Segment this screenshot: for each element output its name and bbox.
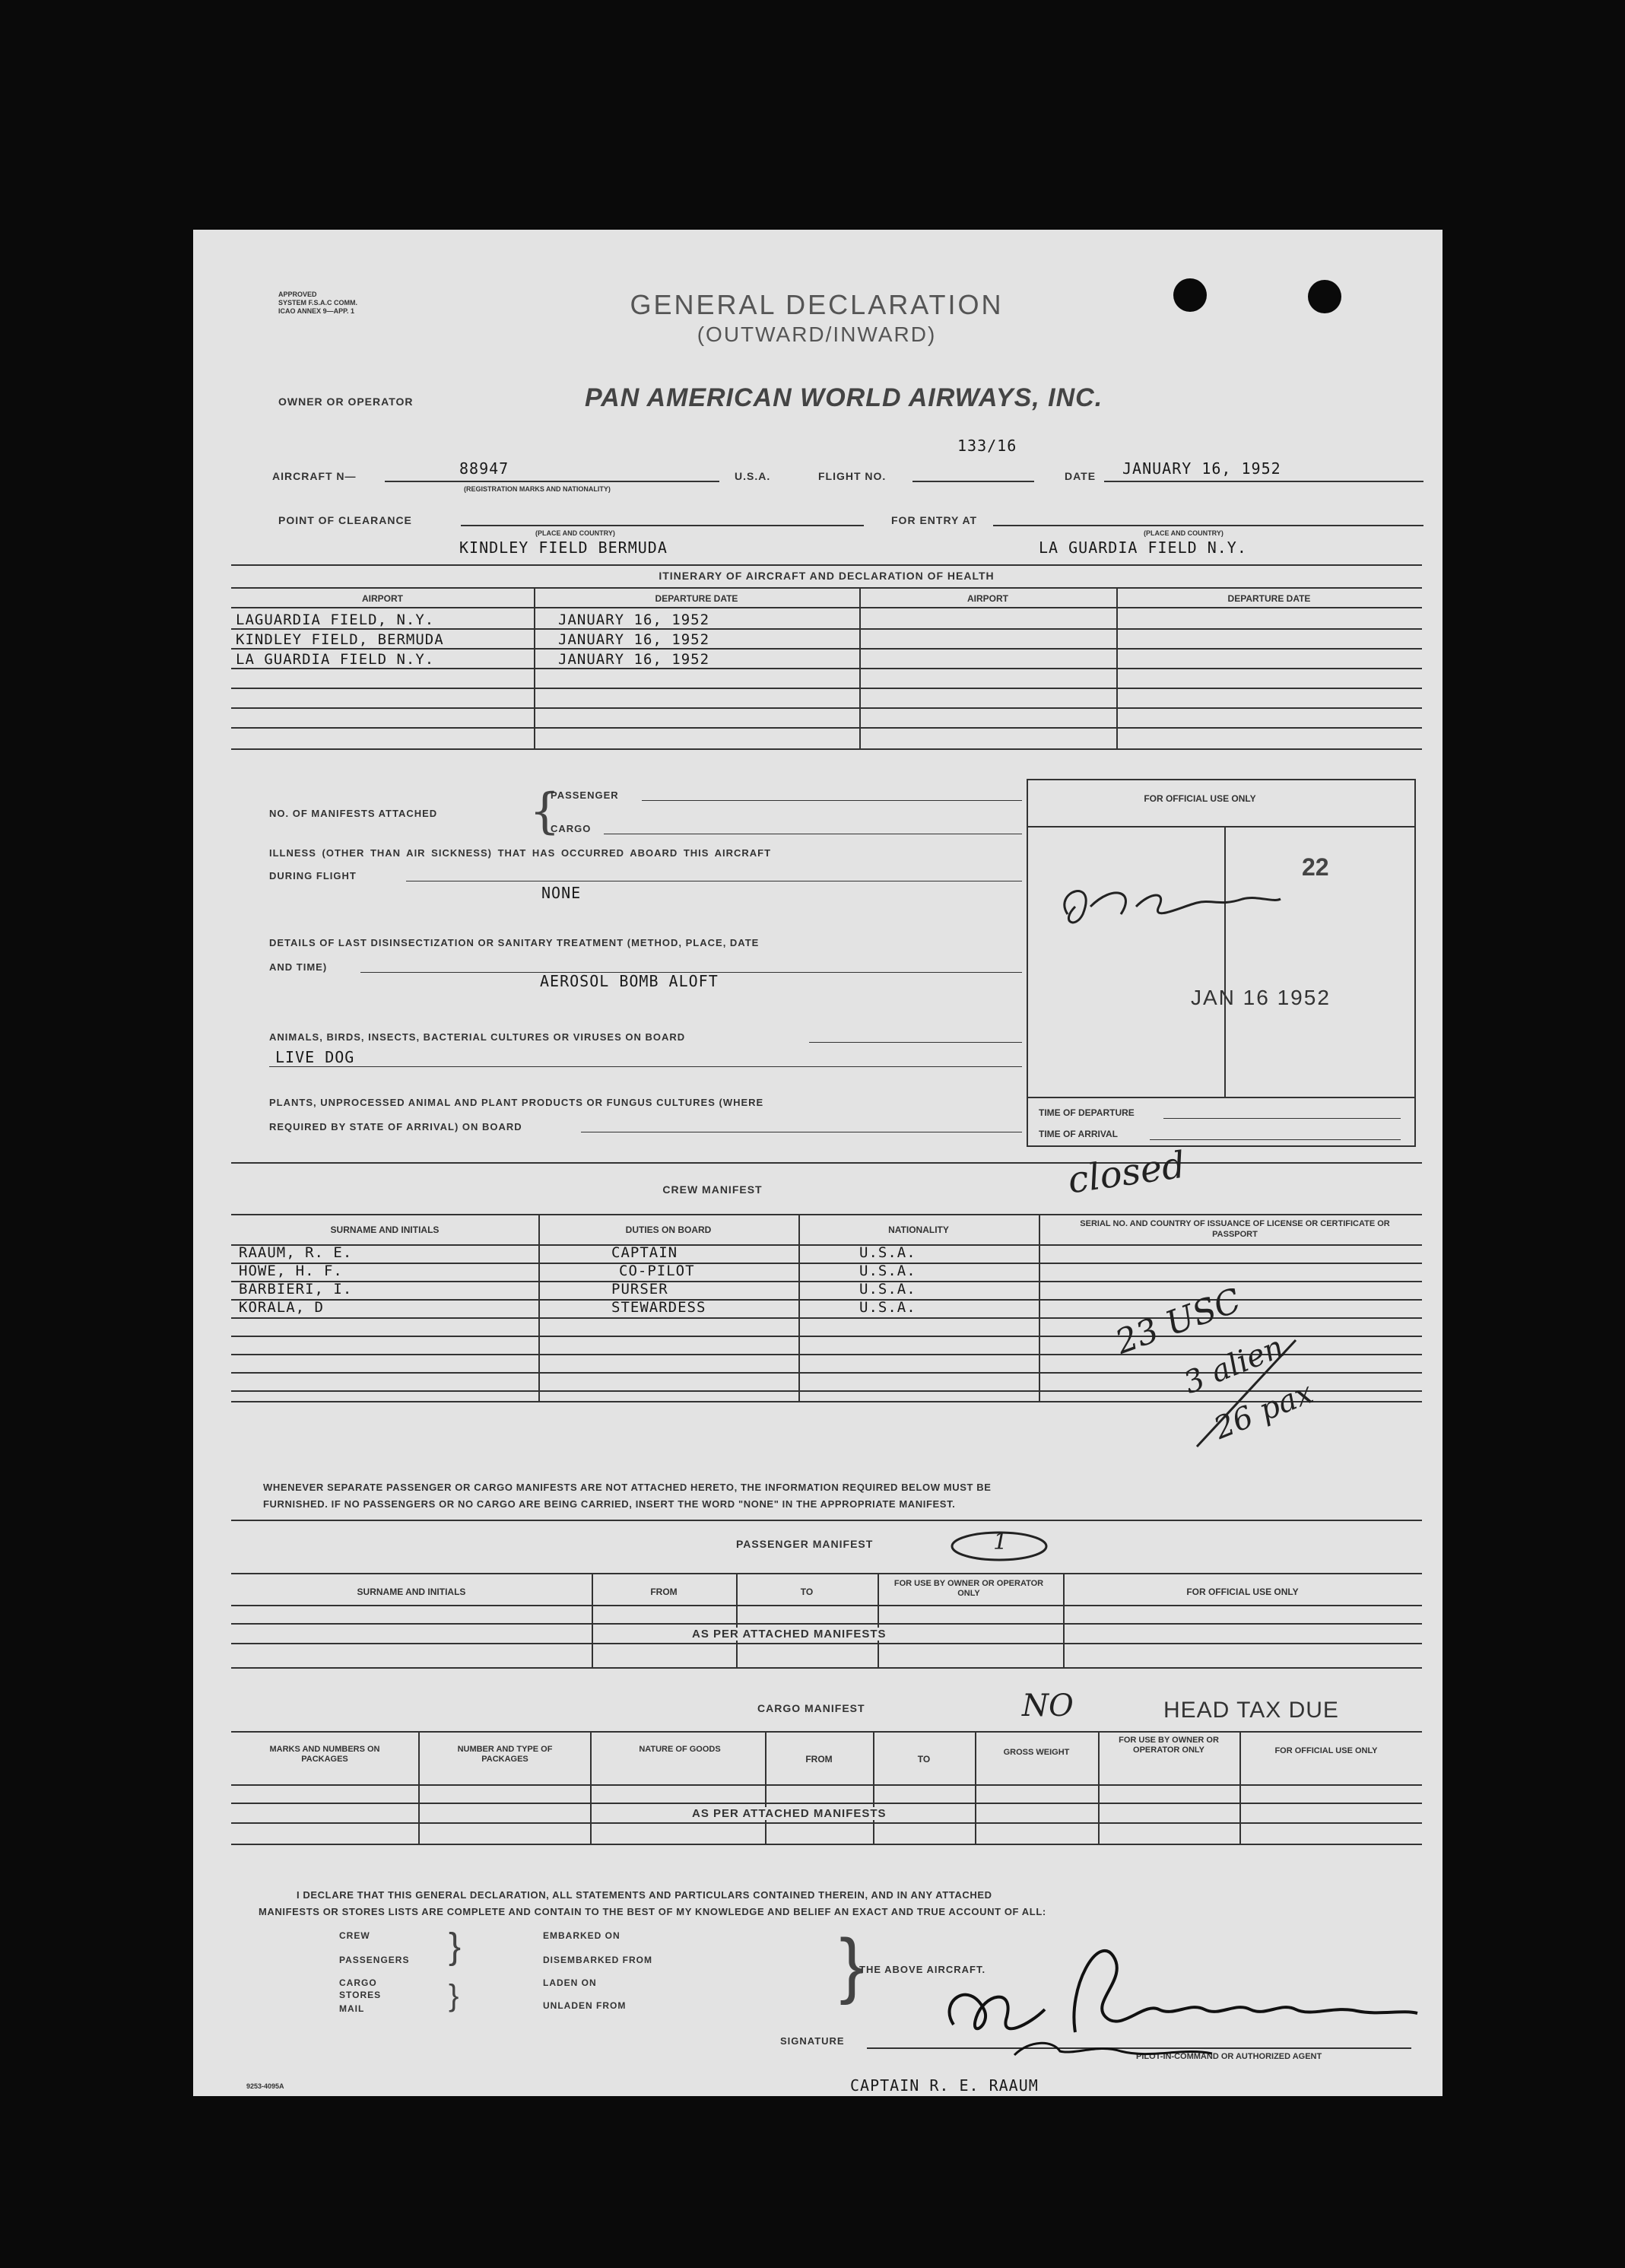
cargo-note: AS PER ATTACHED MANIFESTS [689,1807,890,1820]
captain-signature [923,1911,1425,2063]
itinerary-header-airport-2: AIRPORT [967,593,1008,604]
crew-row-2-nationality: U.S.A. [859,1263,916,1279]
form-number: 9253-4095A [246,2082,284,2090]
passenger-count-label: PASSENGER [551,789,619,801]
crew-header-surname: SURNAME AND INITIALS [330,1225,440,1235]
approval-stamp: APPROVED SYSTEM F.S.A.C COMM. ICAO ANNEX 9—APP. 1 [278,291,358,315]
itinerary-header-airport-1: AIRPORT [362,593,403,604]
declare-line-2: MANIFESTS OR STORES LISTS ARE COMPLETE AND CONTAIN TO THE BEST OF MY KNOWLEDGE AND BELIEF AN EXACT AND TRUE ACCOUNT OF ALL: [259,1906,1046,1917]
punch-hole-2 [1308,280,1341,313]
disinsect-label-1: DETAILS OF LAST DISINSECTIZATION OR SANITARY TREATMENT (METHOD, PLACE, DATE [269,937,760,948]
entry-value: LA GUARDIA FIELD N.Y. [1039,538,1247,557]
declaration-sheet [193,230,1443,2096]
crew-row-3-name: BARBIERI, I. [239,1281,353,1298]
itinerary-row-1-airport: LAGUARDIA FIELD, N.Y. [236,611,435,628]
time-arrival-label: TIME OF ARRIVAL [1039,1129,1118,1139]
entry-label: FOR ENTRY AT [891,514,978,526]
flight-number: 133/16 [957,437,1017,455]
official-use-box [1027,779,1416,1147]
decl-disembarked: DISEMBARKED FROM [543,1955,652,1965]
usa-label: U.S.A. [735,470,771,482]
disinsect-value: AEROSOL BOMB ALOFT [540,972,719,990]
entry-place-note: (PLACE AND COUNTRY) [1144,529,1224,537]
flight-label: FLIGHT NO. [818,470,887,482]
official-signature [1045,861,1288,952]
captain-line: CAPTAIN R. E. RAAUM [850,2076,1039,2095]
animals-value: LIVE DOG [275,1048,355,1066]
handwritten-closed: closed [1065,1143,1189,1202]
itinerary-header-date-1: DEPARTURE DATE [655,593,738,604]
crew-row-3-duty: PURSER [611,1281,668,1298]
illness-label-2: DURING FLIGHT [269,870,357,881]
official-use-title: FOR OFFICIAL USE ONLY [1144,793,1256,804]
manifests-brace: { [529,783,560,840]
date-value: JANUARY 16, 1952 [1122,459,1281,478]
passenger-header-owner: FOR USE BY OWNER OR OPERATOR ONLY [893,1579,1044,1598]
itinerary-row-1-date: JANUARY 16, 1952 [558,611,710,628]
handwritten-pax: 26 pax [1209,1375,1319,1447]
cargo-header-to: TO [917,1754,931,1765]
signature-label: SIGNATURE [780,2035,845,2047]
passenger-header-to: TO [800,1587,814,1597]
handwritten-bracket-line [1182,1333,1303,1454]
handwritten-alien: 3 alien [1179,1329,1289,1401]
official-date-stamp: JAN 16 1952 [1191,986,1331,1009]
crew-row-4-name: KORALA, D [239,1299,324,1316]
notice-line-2: FURNISHED. IF NO PASSENGERS OR NO CARGO ARE BEING CARRIED, INSERT THE WORD "NONE" IN THE APPROPRIATE MANIFEST. [263,1498,956,1510]
time-departure-label: TIME OF DEPARTURE [1039,1107,1135,1118]
passenger-note: AS PER ATTACHED MANIFESTS [689,1628,890,1641]
decl-unladen: UNLADEN FROM [543,2000,627,2011]
declare-line-1: I DECLARE THAT THIS GENERAL DECLARATION, ALL STATEMENTS AND PARTICULARS CONTAINED THEREIN, AND IN ANY ATTACHED [297,1889,992,1901]
itinerary-row-2-date: JANUARY 16, 1952 [558,631,710,648]
above-aircraft: THE ABOVE AIRCRAFT. [859,1964,986,1975]
animals-label: ANIMALS, BIRDS, INSECTS, BACTERIAL CULTURES OR VIRUSES ON BOARD [269,1031,686,1043]
cargo-header-number: NUMBER AND TYPE OF PACKAGES [457,1745,553,1764]
date-label: DATE [1065,470,1097,482]
cargo-header-from: FROM [805,1754,833,1765]
handwritten-one: 1 [993,1529,1008,1555]
crew-row-2-duty: CO-PILOT [619,1263,695,1279]
cargo-count-label: CARGO [551,823,592,834]
crew-header-serial: SERIAL NO. AND COUNTRY OF ISSUANCE OF LICENSE OR CERTIFICATE OR PASSPORT [1080,1219,1390,1239]
official-entry-number: 22 [1302,853,1329,881]
punch-hole-1 [1173,278,1207,312]
decl-cargo: CARGO [339,1977,377,1988]
passenger-header-surname: SURNAME AND INITIALS [357,1587,466,1597]
crew-row-4-nationality: U.S.A. [859,1299,916,1316]
decl-brace-2: } [449,1979,459,2012]
clearance-place-note: (PLACE AND COUNTRY) [535,529,615,537]
decl-passengers: PASSENGERS [339,1955,410,1965]
itinerary-row-3-airport: LA GUARDIA FIELD N.Y. [236,651,435,668]
aircraft-label: AIRCRAFT N— [272,470,357,482]
crew-row-2-name: HOWE, H. F. [239,1263,343,1279]
owner-value: PAN AMERICAN WORLD AIRWAYS, INC. [585,383,1103,412]
crew-row-3-nationality: U.S.A. [859,1281,916,1298]
manifests-label: NO. OF MANIFESTS ATTACHED [269,808,438,819]
crew-title: CREW MANIFEST [662,1183,763,1196]
disinsect-label-2: AND TIME) [269,961,328,973]
registration-note: (REGISTRATION MARKS AND NATIONALITY) [464,485,611,493]
clearance-label: POINT OF CLEARANCE [278,514,412,526]
cargo-header-owner: FOR USE BY OWNER OR OPERATOR ONLY [1119,1736,1219,1755]
cargo-header-nature: NATURE OF GOODS [639,1745,721,1754]
itinerary-row-2-airport: KINDLEY FIELD, BERMUDA [236,631,444,648]
crew-row-1-nationality: U.S.A. [859,1244,916,1261]
passenger-header-from: FROM [650,1587,678,1597]
decl-brace-1: } [449,1927,462,1967]
passenger-header-official: FOR OFFICIAL USE ONLY [1186,1587,1299,1597]
passenger-title: PASSENGER MANIFEST [736,1538,874,1550]
cargo-header-official: FOR OFFICIAL USE ONLY [1274,1746,1378,1755]
form-subtitle: (OUTWARD/INWARD) [697,322,937,346]
crew-header-nationality: NATIONALITY [888,1225,949,1235]
crew-header-duties: DUTIES ON BOARD [625,1225,712,1235]
illness-value: NONE [541,884,582,902]
form-title: GENERAL DECLARATION [630,289,1004,320]
decl-embarked: EMBARKED ON [543,1930,620,1941]
owner-label: OWNER OR OPERATOR [278,395,414,408]
itinerary-header-date-2: DEPARTURE DATE [1227,593,1311,604]
aircraft-number: 88947 [459,459,509,478]
decl-brace-3: } [839,1924,865,2006]
handwritten-no: NO [1022,1688,1074,1723]
cargo-header-weight: GROSS WEIGHT [1003,1748,1070,1757]
pic-label: PILOT-IN-COMMAND OR AUTHORIZED AGENT [1136,2052,1322,2061]
plants-label-2: REQUIRED BY STATE OF ARRIVAL) ON BOARD [269,1121,522,1132]
decl-stores: STORES [339,1990,382,2000]
decl-laden: LADEN ON [543,1977,597,1988]
notice-line-1: WHENEVER SEPARATE PASSENGER OR CARGO MANIFESTS ARE NOT ATTACHED HERETO, THE INFORMATION REQUIRED BELOW MUST BE [263,1482,992,1493]
crew-row-4-duty: STEWARDESS [611,1299,706,1316]
cargo-header-marks: MARKS AND NUMBERS ON PACKAGES [269,1745,380,1764]
clearance-value: KINDLEY FIELD BERMUDA [459,538,668,557]
itinerary-title: ITINERARY OF AIRCRAFT AND DECLARATION OF HEALTH [659,570,995,582]
crew-row-1-name: RAAUM, R. E. [239,1244,353,1261]
decl-crew: CREW [339,1930,370,1941]
crew-row-1-duty: CAPTAIN [611,1244,678,1261]
decl-mail: MAIL [339,2003,365,2014]
head-tax-stamp: HEAD TAX DUE [1163,1698,1339,1723]
cargo-title: CARGO MANIFEST [757,1702,865,1714]
itinerary-row-3-date: JANUARY 16, 1952 [558,651,710,668]
illness-label-1: ILLNESS (OTHER THAN AIR SICKNESS) THAT HAS OCCURRED ABOARD THIS AIRCRAFT [269,847,772,859]
plants-label-1: PLANTS, UNPROCESSED ANIMAL AND PLANT PRODUCTS OR FUNGUS CULTURES (WHERE [269,1097,764,1108]
handwritten-usc: 23 USC [1110,1281,1246,1362]
